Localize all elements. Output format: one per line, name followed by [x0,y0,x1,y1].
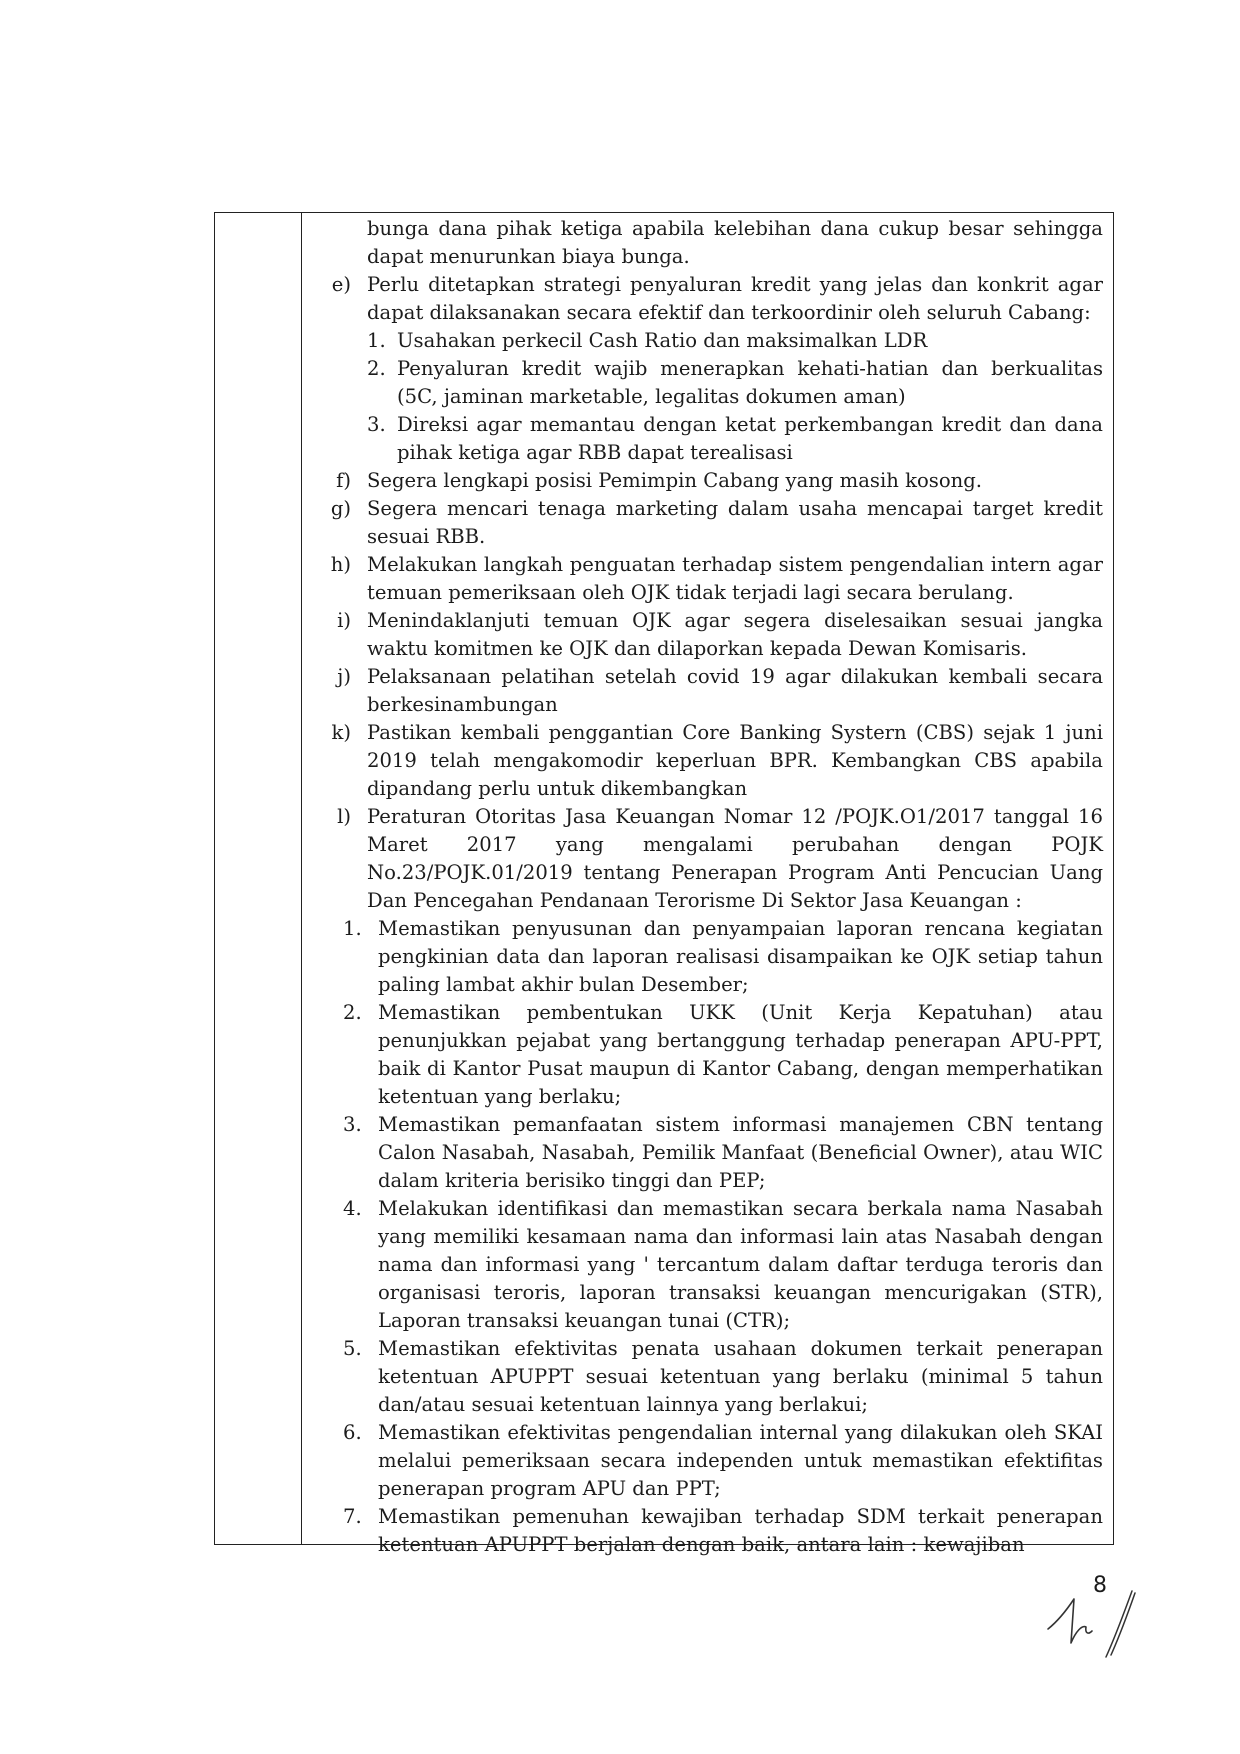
sub-item [343,915,1103,999]
column-divider [301,213,302,1544]
list-item-i [311,607,1103,663]
content-table [214,212,1114,1556]
list-item-text: Pelaksanaan pelatihan setelah covid 19 agar dilakukan kembali secara berkesinambungan [367,665,1103,716]
list-item-label: f) [336,469,351,492]
list-item-e [311,271,1103,327]
sub-item-number: 2. [367,357,386,380]
sub-item [367,355,1103,411]
sub-item [367,327,1103,355]
sub-item [343,1195,1103,1335]
list-item-f [311,467,1103,495]
sub-item-number: 7. [343,1505,362,1528]
list-item-k [311,719,1103,803]
list-item-g [311,495,1103,551]
sub-item [343,999,1103,1111]
sub-item-text: Memastikan pemanfaatan sistem informasi manajemen CBN tentang Calon Nasabah, Nasabah, Pemilik Manfaat (Beneficial Owner), atau WIC dalam kriteria berisiko tinggi dan PEP; [378,1113,1103,1192]
page-number: 8 [1093,1573,1107,1598]
sub-item-text: Memastikan pemenuhan kewajiban terhadap SDM terkait penerapan ketentuan APUPPT berjalan dengan baik, antara lain : kewajiban [378,1505,1103,1556]
sub-item-number: 1. [343,917,362,940]
sub-item-number: 3. [367,413,386,436]
sub-item-text: Melakukan identifikasi dan memastikan secara berkala nama Nasabah yang memiliki kesamaan nama dan informasi lain atas Nasabah dengan nama dan informasi yang ' tercantum dalam daftar terduga teroris dan organisasi teroris, laporan transaksi keuangan mencurigakan (STR), Laporan transaksi keuangan tunai (CTR); [378,1197,1103,1332]
sub-item [343,1503,1103,1559]
l-subitems [343,915,1103,1559]
sub-item [343,1111,1103,1195]
continuation-text: bunga dana pihak ketiga apabila kelebihan dana cukup besar sehingga dapat menurunkan biaya bunga. [367,217,1103,268]
list-item-text: Peraturan Otoritas Jasa Keuangan Nomar 12 /POJK.O1/2017 tanggal 16 Maret 2017 yang mengalami perubahan dengan POJK No.23/POJK.01/2019 tentang Penerapan Program Anti Pencucian Uang Dan Pencegahan Pendanaan Terorisme Di Sektor Jasa Keuangan : [367,805,1103,912]
list-item-text: Perlu ditetapkan strategi penyaluran kredit yang jelas dan konkrit agar dapat dilaksanakan secara efektif dan terkoordinir oleh seluruh Cabang: [367,273,1103,324]
sub-item-text: Memastikan penyusunan dan penyampaian laporan rencana kegiatan pengkinian data dan laporan realisasi disampaikan ke OJK setiap tahun paling lambat akhir bulan Desember; [378,917,1103,996]
e-subitems [367,327,1103,467]
list-item-h [311,551,1103,607]
sub-item-number: 6. [343,1421,362,1444]
list-item-label: g) [330,497,351,520]
sub-item-number: 3. [343,1113,362,1136]
sub-item-text: Penyaluran kredit wajib menerapkan kehati-hatian dan berkualitas (5C, jaminan marketable, legalitas dokumen aman) [397,357,1103,408]
sub-item [367,411,1103,467]
list-item-l [311,803,1103,915]
list-item-label: e) [331,273,351,296]
sub-item-text: Usahakan perkecil Cash Ratio dan maksimalkan LDR [397,329,928,352]
list-item-label: i) [337,609,351,632]
sub-item-text: Memastikan efektivitas penata usahaan dokumen terkait penerapan ketentuan APUPPT sesuai ketentuan yang berlaku (minimal 5 tahun dan/atau sesuai ketentuan lainnya yang berlakui; [378,1337,1103,1416]
sub-item-text: Memastikan pembentukan UKK (Unit Kerja Kepatuhan) atau penunjukkan pejabat yang bertanggung terhadap penerapan APU-PPT, baik di Kantor Pusat maupun di Kantor Cabang, dengan memperhatikan ketentuan yang berlaku; [378,1001,1103,1108]
sub-item-number: 5. [343,1337,362,1360]
list-item-label: j) [337,665,351,688]
table-content-cell [311,215,1103,1559]
list-item-j [311,663,1103,719]
list-item-text: Melakukan langkah penguatan terhadap sistem pengendalian intern agar temuan pemeriksaan oleh OJK tidak terjadi lagi secara berulang. [367,553,1103,604]
continuation-paragraph [311,215,1103,271]
list-item-label: l) [337,805,351,828]
sub-item [343,1335,1103,1419]
list-item-text: Pastikan kembali penggantian Core Banking Systern (CBS) sejak 1 juni 2019 telah mengakomodir keperluan BPR. Kembangkan CBS apabila dipandang perlu untuk dikembangkan [367,721,1103,800]
sub-item-text: Direksi agar memantau dengan ketat perkembangan kredit dan dana pihak ketiga agar RBB dapat terealisasi [397,413,1103,464]
list-item-text: Menindaklanjuti temuan OJK agar segera diselesaikan sesuai jangka waktu komitmen ke OJK dan dilaporkan kepada Dewan Komisaris. [367,609,1103,660]
list-item-label: h) [330,553,351,576]
sub-item-number: 2. [343,1001,362,1024]
list-item-text: Segera lengkapi posisi Pemimpin Cabang yang masih kosong. [367,469,983,492]
list-item-label: k) [331,721,351,744]
sub-item-number: 1. [367,329,386,352]
sub-item-text: Memastikan efektivitas pengendalian internal yang dilakukan oleh SKAI melalui pemeriksaan secara independen untuk memastikan efektifitas penerapan program APU dan PPT; [378,1421,1103,1500]
sub-item [343,1419,1103,1503]
handwritten-initials [1040,1585,1150,1665]
sub-item-number: 4. [343,1197,362,1220]
list-item-text: Segera mencari tenaga marketing dalam usaha mencapai target kredit sesuai RBB. [367,497,1103,548]
